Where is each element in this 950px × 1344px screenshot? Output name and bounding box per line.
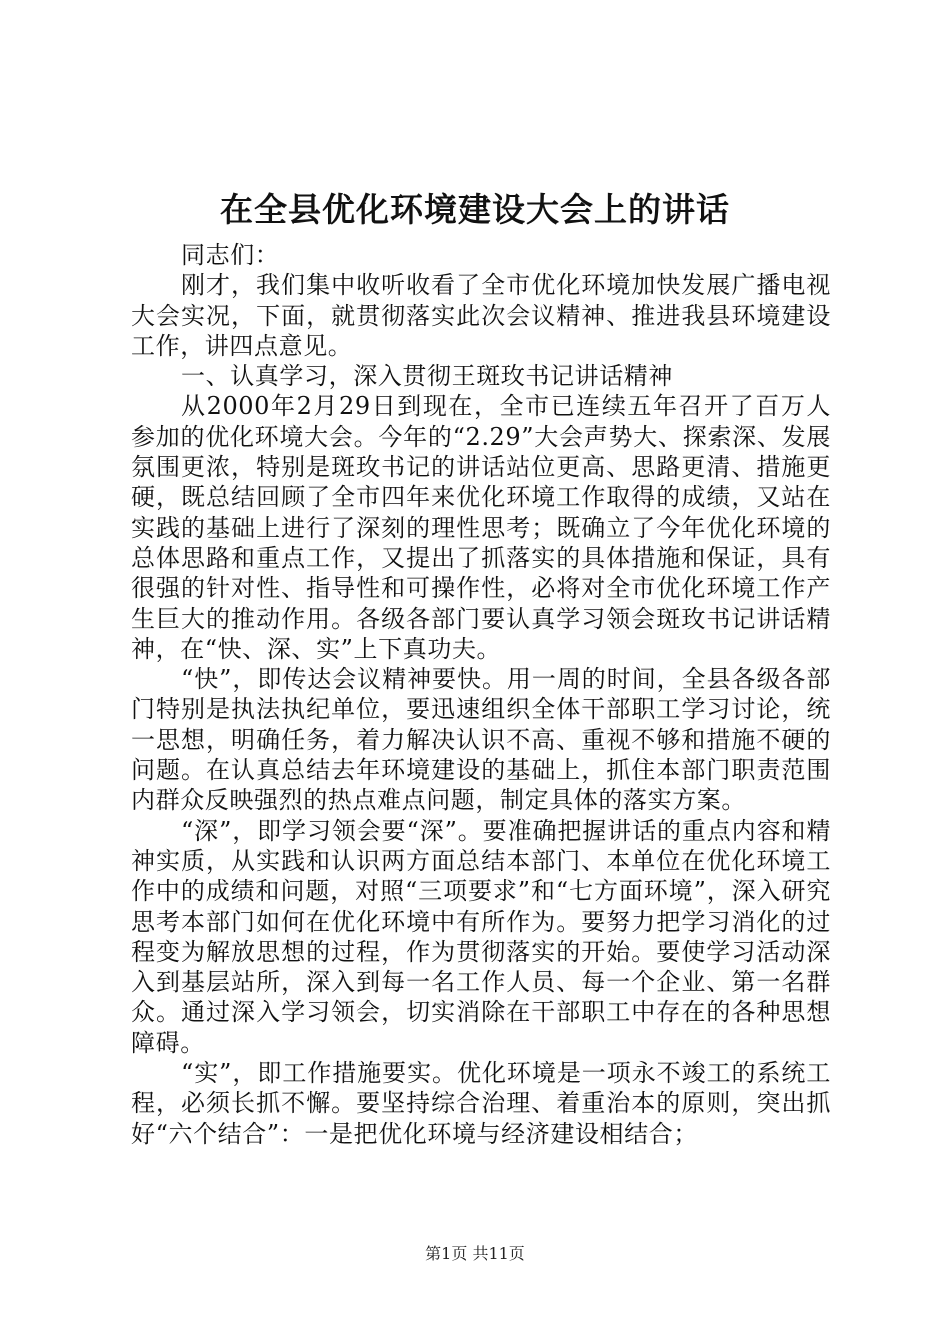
- body-paragraph: “深”，即学习领会要“深”。要准确把握讲话的重点内容和精神实质，从实践和认识两方面总结本部门、本单位在优化环境工作中的成绩和问题，对照“三项要求”和“七方面环境”，深入研究思考本部门如何在优化环境中有所作为。要努力把学习消化的过程变为解放思想的过程，作为贯彻落实的开始。要使学习活动深入到基层站所，深入到每一名工作人员、每一个企业、第一名群众。通过深入学习领会，切实消除在干部职工中存在的各种思想障碍。: [131, 816, 831, 1057]
- section-heading-one: 一、认真学习，深入贯彻王斑玫书记讲话精神: [181, 362, 673, 391]
- page-number-footer: 第1页 共11页: [425, 1244, 525, 1263]
- salutation-paragraph: 同志们：: [181, 241, 280, 269]
- document-body: [131, 240, 831, 1149]
- document-title: 在全县优化环境建设大会上的讲话: [220, 190, 730, 229]
- body-paragraph: “快”，即传达会议精神要快。用一周的时间，全县各级各部门特别是执法执纪单位，要迅速组织全体干部职工学习讨论，统一思想，明确任务，着力解决认识不高、重视不够和措施不硬的问题。在认真总结去年环境建设的基础上，抓住本部门职责范围内群众反映强烈的热点难点问题，制定具体的落实方案。: [131, 665, 831, 815]
- body-paragraph: 从2000年2月29日到现在，全市已连续五年召开了百万人参加的优化环境大会。今年的“2.29”大会声势大、探索深、发展氛围更浓，特别是斑玫书记的讲话站位更高、思路更清、措施更硬，既总结回顾了全市四年来优化环境工作取得的成绩，又站在实践的基础上进行了深刻的理性思考；既确立了今年优化环境的总体思路和重点工作，又提出了抓落实的具体措施和保证，具有很强的针对性、指导性和可操作性，必将对全市优化环境工作产生巨大的推动作用。各级各部门要认真学习领会斑玫书记讲话精神，在“快、深、实”上下真功夫。: [131, 392, 831, 663]
- intro-paragraph: 刚才，我们集中收听收看了全市优化环境加快发展广播电视大会实况，下面，就贯彻落实此次会议精神、推进我县环境建设工作，讲四点意见。: [131, 271, 831, 360]
- body-paragraph: “实”，即工作措施要实。优化环境是一项永不竣工的系统工程，必须长抓不懈。要坚持综合治理、着重治本的原则，突出抓好“六个结合”：一是把优化环境与经济建设相结合；: [131, 1059, 831, 1148]
